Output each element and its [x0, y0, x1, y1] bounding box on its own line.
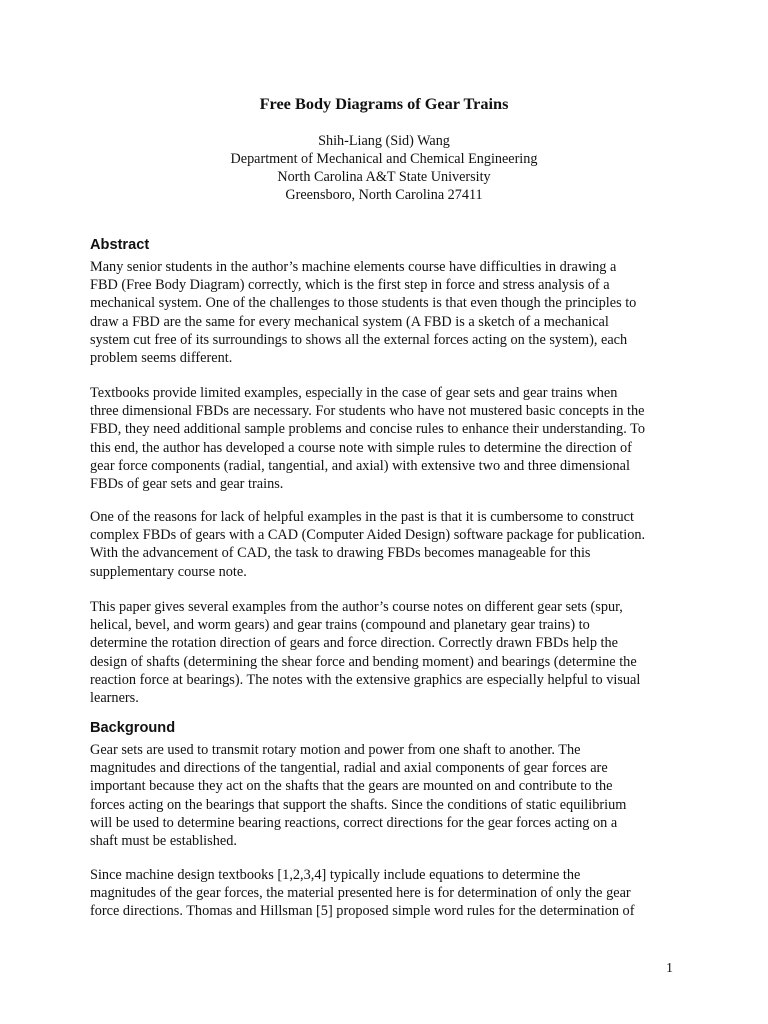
text-line: Since machine design textbooks [1,2,3,4] typically include equations to determine the	[90, 867, 581, 883]
text-line: important because they act on the shafts that the gears are mounted on and contribute to the	[90, 778, 613, 795]
text-line: This paper gives several examples from the author’s course notes on different gear sets (spur,	[90, 599, 623, 615]
text-line: FBD, they need additional sample problems and concise rules to enhance their understanding. To	[90, 421, 645, 438]
author-university: North Carolina A&T State University	[277, 169, 491, 185]
abstract-paragraph-4	[90, 598, 680, 707]
author-name: Shih-Liang (Sid) Wang	[318, 133, 450, 149]
text-line: reaction force at bearings). The notes with the extensive graphics are especially helpful to visual	[90, 671, 641, 688]
text-line: FBD (Free Body Diagram) correctly, which is the first step in force and stress analysis of a	[90, 277, 610, 294]
text-line: will be used to determine bearing reactions, correct directions for the gear forces acting on a	[90, 814, 618, 831]
text-line: draw a FBD are the same for every mechanical system (A FBD is a sketch of a mechanical	[90, 313, 609, 330]
page-number: 1	[666, 961, 673, 976]
text-line: problem seems different.	[90, 350, 233, 367]
section-heading-background: Background	[90, 720, 176, 736]
author-block	[0, 132, 768, 204]
text-line: mechanical system. One of the challenges to those students is that even though the principles to	[90, 295, 637, 312]
text-line: helical, bevel, and worm gears) and gear trains (compound and planetary gear trains) to	[90, 617, 590, 634]
text-line: With the advancement of CAD, the task to drawing FBDs becomes manageable for this	[90, 545, 591, 562]
text-line: this end, the author has developed a course note with simple rules to determine the direction of	[90, 439, 632, 456]
text-line: magnitudes of the gear forces, the material presented here is for determination of only the gear	[90, 885, 631, 902]
author-department: Department of Mechanical and Chemical Engineering	[230, 151, 538, 167]
text-line: complex FBDs of gears with a CAD (Computer Aided Design) software package for publication.	[90, 527, 646, 544]
text-line: Many senior students in the author’s machine elements course have difficulties in drawing a	[90, 259, 617, 275]
text-line: Textbooks provide limited examples, especially in the case of gear sets and gear trains when	[90, 385, 618, 401]
text-line: gear force components (radial, tangential, and axial) with extensive two and three dimensional	[90, 457, 630, 474]
text-line: Gear sets are used to transmit rotary motion and power from one shaft to another. The	[90, 742, 581, 758]
background-paragraph-2	[90, 866, 680, 921]
text-line: forces acting on the bearings that support the shafts. Since the conditions of static equilibrium	[90, 796, 627, 813]
abstract-paragraph-3	[90, 508, 680, 581]
text-line: magnitudes and directions of the tangential, radial and axial components of gear forces are	[90, 760, 608, 777]
text-line: determine the rotation direction of gears and force direction. Correctly drawn FBDs help the	[90, 635, 619, 652]
text-line: supplementary course note.	[90, 563, 247, 580]
text-line: FBDs of gear sets and gear trains.	[90, 476, 284, 493]
text-line: shaft must be established.	[90, 833, 237, 850]
text-line: learners.	[90, 690, 139, 707]
paper-title: Free Body Diagrams of Gear Trains	[259, 94, 509, 113]
text-line: One of the reasons for lack of helpful examples in the past is that it is cumbersome to construct	[90, 509, 634, 525]
text-line: design of shafts (determining the shear force and bending moment) and bearings (determine the	[90, 653, 637, 670]
author-location: Greensboro, North Carolina 27411	[285, 187, 483, 203]
section-heading-abstract: Abstract	[90, 237, 150, 253]
background-paragraph-1	[90, 741, 680, 850]
abstract-paragraph-1	[90, 258, 680, 367]
text-line: system cut free of its surroundings to shows all the external forces acting on the system), each	[90, 331, 628, 348]
text-line: three dimensional FBDs are necessary. For students who have not mustered basic concepts in the	[90, 403, 645, 420]
text-line: force directions. Thomas and Hillsman [5] proposed simple word rules for the determination of	[90, 903, 635, 920]
abstract-paragraph-2	[90, 384, 680, 493]
